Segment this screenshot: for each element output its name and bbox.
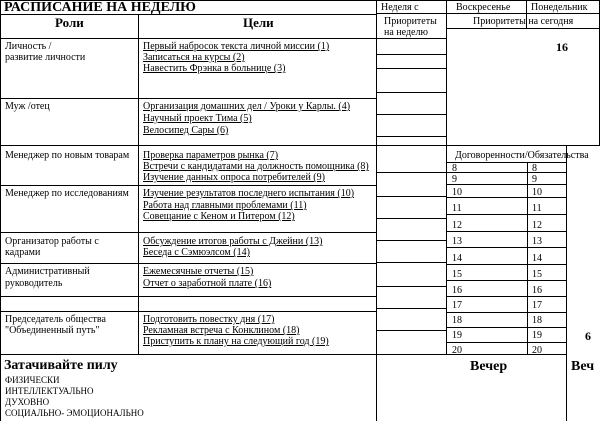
evening-label-cut: Веч [571, 359, 595, 374]
role-name: развитие личности [5, 52, 86, 63]
hour-label: 13 [532, 236, 542, 247]
hour-label: 19 [452, 330, 462, 341]
hour-label: 19 [532, 330, 542, 341]
date-number: 16 [556, 40, 568, 54]
hour-label: 13 [452, 236, 462, 247]
goal-item: Работа над главными проблемами (11) [143, 200, 307, 211]
goal-item: Ежемесячные отчеты (15) [143, 266, 254, 277]
hour-label: 8 [452, 163, 457, 174]
role-name: Председатель общества [5, 314, 106, 325]
sharpen-item: СОЦИАЛЬНО- ЭМОЦИОНАЛЬНО [5, 408, 144, 418]
hour-label: 14 [452, 253, 462, 264]
goal-item: Первый набросок текста личной миссии (1) [143, 41, 330, 52]
goal-item: Научный проект Тима (5) [143, 113, 252, 124]
hour-label: 10 [532, 187, 542, 198]
sharpen-item: ИНТЕЛЛЕКТУАЛЬНО [5, 386, 94, 396]
role-name: кадрами [5, 247, 41, 258]
goal-item: Навестить Фрэнка в больнице (3) [143, 63, 286, 74]
role-name: руководитель [5, 278, 63, 289]
hour-label: 17 [532, 300, 542, 311]
goal-item: Обсуждение итогов работы с Джейни (13) [143, 236, 323, 247]
goal-item: Подготовить повестку дня (17) [143, 314, 275, 325]
hour-label: 12 [532, 220, 542, 231]
goal-item: Организация домашних дел / Уроки у Карлы. (4) [143, 101, 351, 112]
role-name: Менеджер по исследованиям [5, 188, 129, 199]
hour-label: 11 [452, 203, 462, 214]
goal-item: Встречи с кандидатами на должность помощника (8) [143, 161, 369, 172]
sharpen-item: ФИЗИЧЕСКИ [5, 375, 60, 385]
goal-item: Проверка параметров рынка (7) [143, 150, 279, 161]
hour-label: 9 [452, 174, 457, 185]
sharpen-item: ДУХОВНО [5, 397, 50, 407]
hour-label: 18 [532, 315, 542, 326]
monday-label: Понедельник [531, 2, 588, 13]
hour-label: 11 [532, 203, 542, 214]
hour-label: 15 [532, 269, 542, 280]
sharpen-title: Затачивайте пилу [4, 358, 118, 373]
week-priorities-label-1: Приоритеты [384, 16, 437, 27]
sunday-label: Воскресенье [456, 2, 511, 13]
hour-label: 12 [452, 220, 462, 231]
goal-item: Приступить к плану на следующий год (19) [143, 336, 329, 347]
goal-item: Отчет о заработной плате (16) [143, 278, 272, 289]
goal-item: Беседа с Сэмюэлсом (14) [143, 247, 250, 258]
evening-label: Вечер [470, 359, 508, 374]
goal-item: Изучение данных опроса потребителей (9) [143, 172, 325, 183]
hour-label: 16 [532, 285, 542, 296]
role-name: Личность / [5, 41, 52, 52]
goal-item: Записаться на курсы (2) [143, 52, 245, 63]
role-name: Административный [5, 266, 90, 277]
agreements-header: Договоренности/Обязательства [455, 150, 589, 161]
cut-off-digit: 6 [585, 329, 591, 343]
role-name: Менеджер по новым товарам [5, 150, 130, 161]
week-from-label: Неделя с [381, 2, 419, 13]
goals-header: Цели [243, 15, 274, 30]
goal-item: Изучение результатов последнего испытания (10) [143, 188, 355, 199]
goal-item: Велосипед Сары (6) [143, 125, 229, 136]
hour-label: 17 [452, 300, 462, 311]
roles-header: Роли [55, 15, 84, 30]
role-name: Организатор работы с [5, 236, 99, 247]
hour-label: 16 [452, 285, 462, 296]
role-name: Муж /отец [5, 101, 50, 112]
week-priorities-label-2: на неделю [384, 27, 428, 38]
hour-label: 10 [452, 187, 462, 198]
role-name: "Объединенный путь" [5, 325, 100, 336]
hour-label: 8 [532, 163, 537, 174]
goal-item: Совещание с Кеном и Питером (12) [143, 211, 295, 222]
hour-label: 9 [532, 174, 537, 185]
hour-label: 20 [452, 345, 462, 356]
today-priorities-label: Приоритеты на сегодня [473, 16, 574, 27]
hour-label: 15 [452, 269, 462, 280]
hour-label: 18 [452, 315, 462, 326]
hour-label: 20 [532, 345, 542, 356]
hour-label: 14 [532, 253, 542, 264]
page-title: РАСПИСАНИЕ НА НЕДЕЛЮ [4, 0, 196, 15]
goal-item: Рекламная встреча с Конклином (18) [143, 325, 300, 336]
